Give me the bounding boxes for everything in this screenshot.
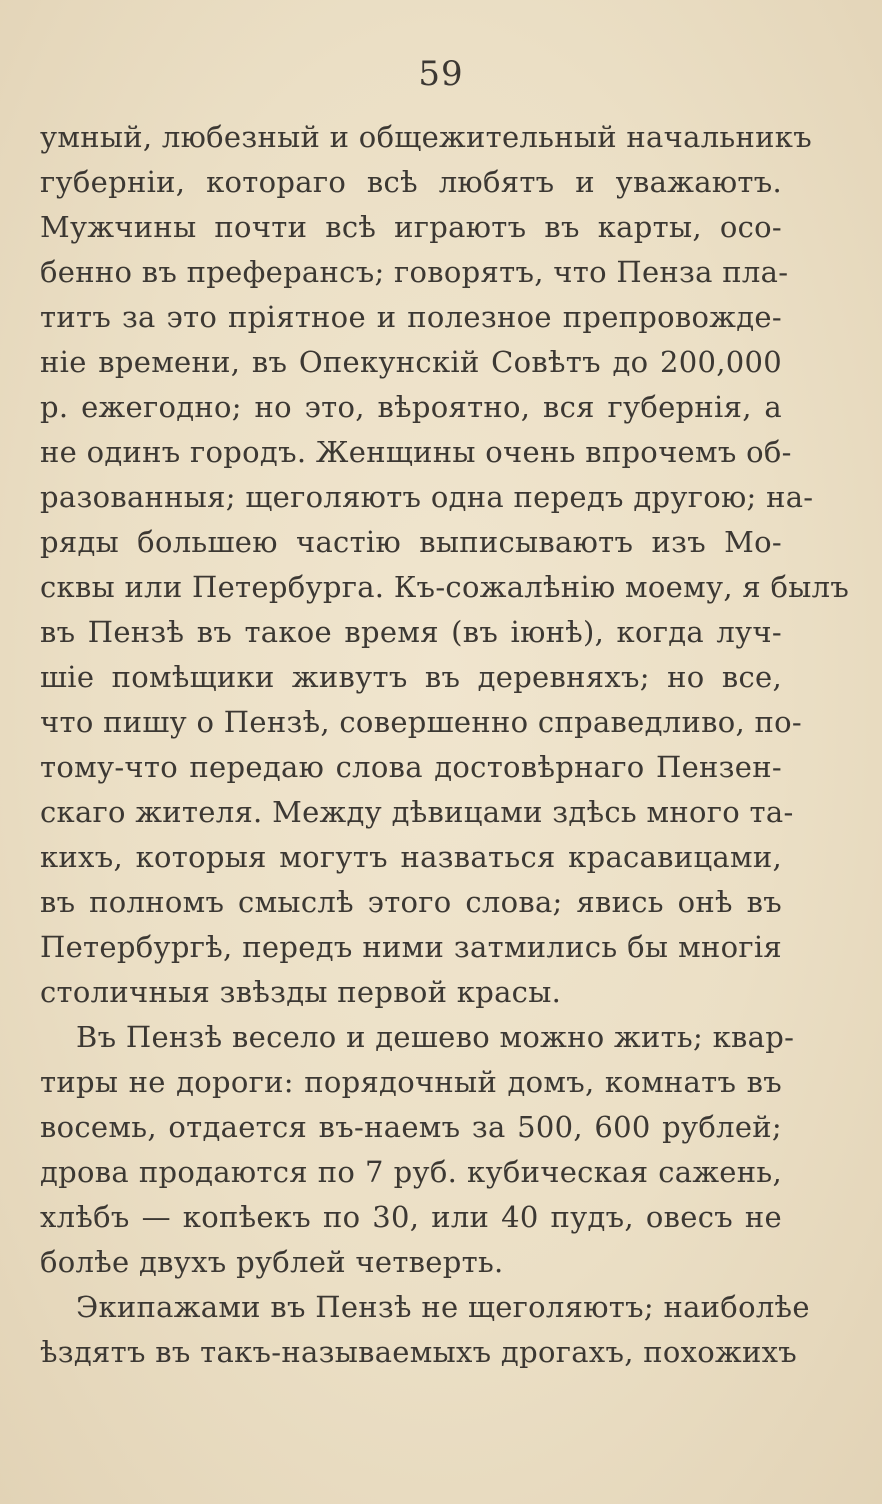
- text-line: Экипажами въ Пензѣ не щеголяютъ; наиболѣе: [76, 1290, 810, 1324]
- text-line: что пишу о Пензѣ, совершенно справедливо, по-: [40, 705, 803, 739]
- text-line: хлѣбъ — копѣекъ по 30, или 40 пудъ, овесъ не: [40, 1200, 782, 1234]
- text-line: въ полномъ смыслѣ этого слова; явись онѣ въ: [40, 885, 782, 919]
- text-line: болѣе двухъ рублей четверть.: [40, 1245, 504, 1279]
- text-line: Мужчины почти всѣ играютъ въ карты, осо-: [40, 210, 782, 244]
- text-line: Петербургѣ, передъ ними затмились бы многія: [40, 930, 782, 964]
- text-line: бенно въ преферансъ; говорятъ, что Пенза пла-: [40, 255, 789, 289]
- text-line: разованныя; щеголяютъ одна передъ другою; на-: [40, 480, 814, 514]
- text-line: умный, любезный и общежительный начальникъ: [40, 120, 812, 154]
- text-line: восемь, отдается въ-наемъ за 500, 600 рублей;: [40, 1110, 782, 1144]
- text-line: титъ за это пріятное и полезное препровожде-: [40, 300, 782, 334]
- paragraph-3: [40, 1285, 810, 1375]
- text-line: дрова продаются по 7 руб. кубическая сажень,: [40, 1155, 782, 1189]
- paragraph-2: [40, 1015, 795, 1285]
- text-line: кихъ, которыя могутъ назваться красавицами,: [40, 840, 782, 874]
- text-line: ѣздятъ въ такъ-называемыхъ дрогахъ, похожихъ: [40, 1335, 798, 1369]
- text-line: ряды большею частію выписываютъ изъ Мо-: [40, 525, 782, 559]
- text-line: не одинъ городъ. Женщины очень впрочемъ об-: [40, 435, 792, 469]
- text-line: Въ Пензѣ весело и дешево можно жить; квар-: [76, 1020, 795, 1054]
- text-line: сквы или Петербурга. Къ-сожалѣнію моему, я былъ: [40, 570, 850, 604]
- text-line: ніе времени, въ Опекунскій Совѣтъ до 200,000: [40, 345, 782, 379]
- text-line: тиры не дороги: порядочный домъ, комнатъ въ: [40, 1065, 782, 1099]
- text-line: тому-что передаю слова достовѣрнаго Пензен-: [40, 750, 782, 784]
- page-number: 59: [418, 54, 464, 94]
- body-text: [40, 115, 850, 1375]
- text-line: столичныя звѣзды первой красы.: [40, 975, 562, 1009]
- text-line: въ Пензѣ въ такое время (въ іюнѣ), когда луч-: [40, 615, 782, 649]
- text-line: губерніи, котораго всѣ любятъ и уважаютъ.: [40, 165, 782, 199]
- paragraph-1: [40, 115, 850, 1015]
- text-line: шіе помѣщики живутъ въ деревняхъ; но все,: [40, 660, 782, 694]
- text-line: р. ежегодно; но это, вѣроятно, вся губернія, а: [40, 390, 782, 424]
- text-line: скаго жителя. Между дѣвицами здѣсь много та-: [40, 795, 794, 829]
